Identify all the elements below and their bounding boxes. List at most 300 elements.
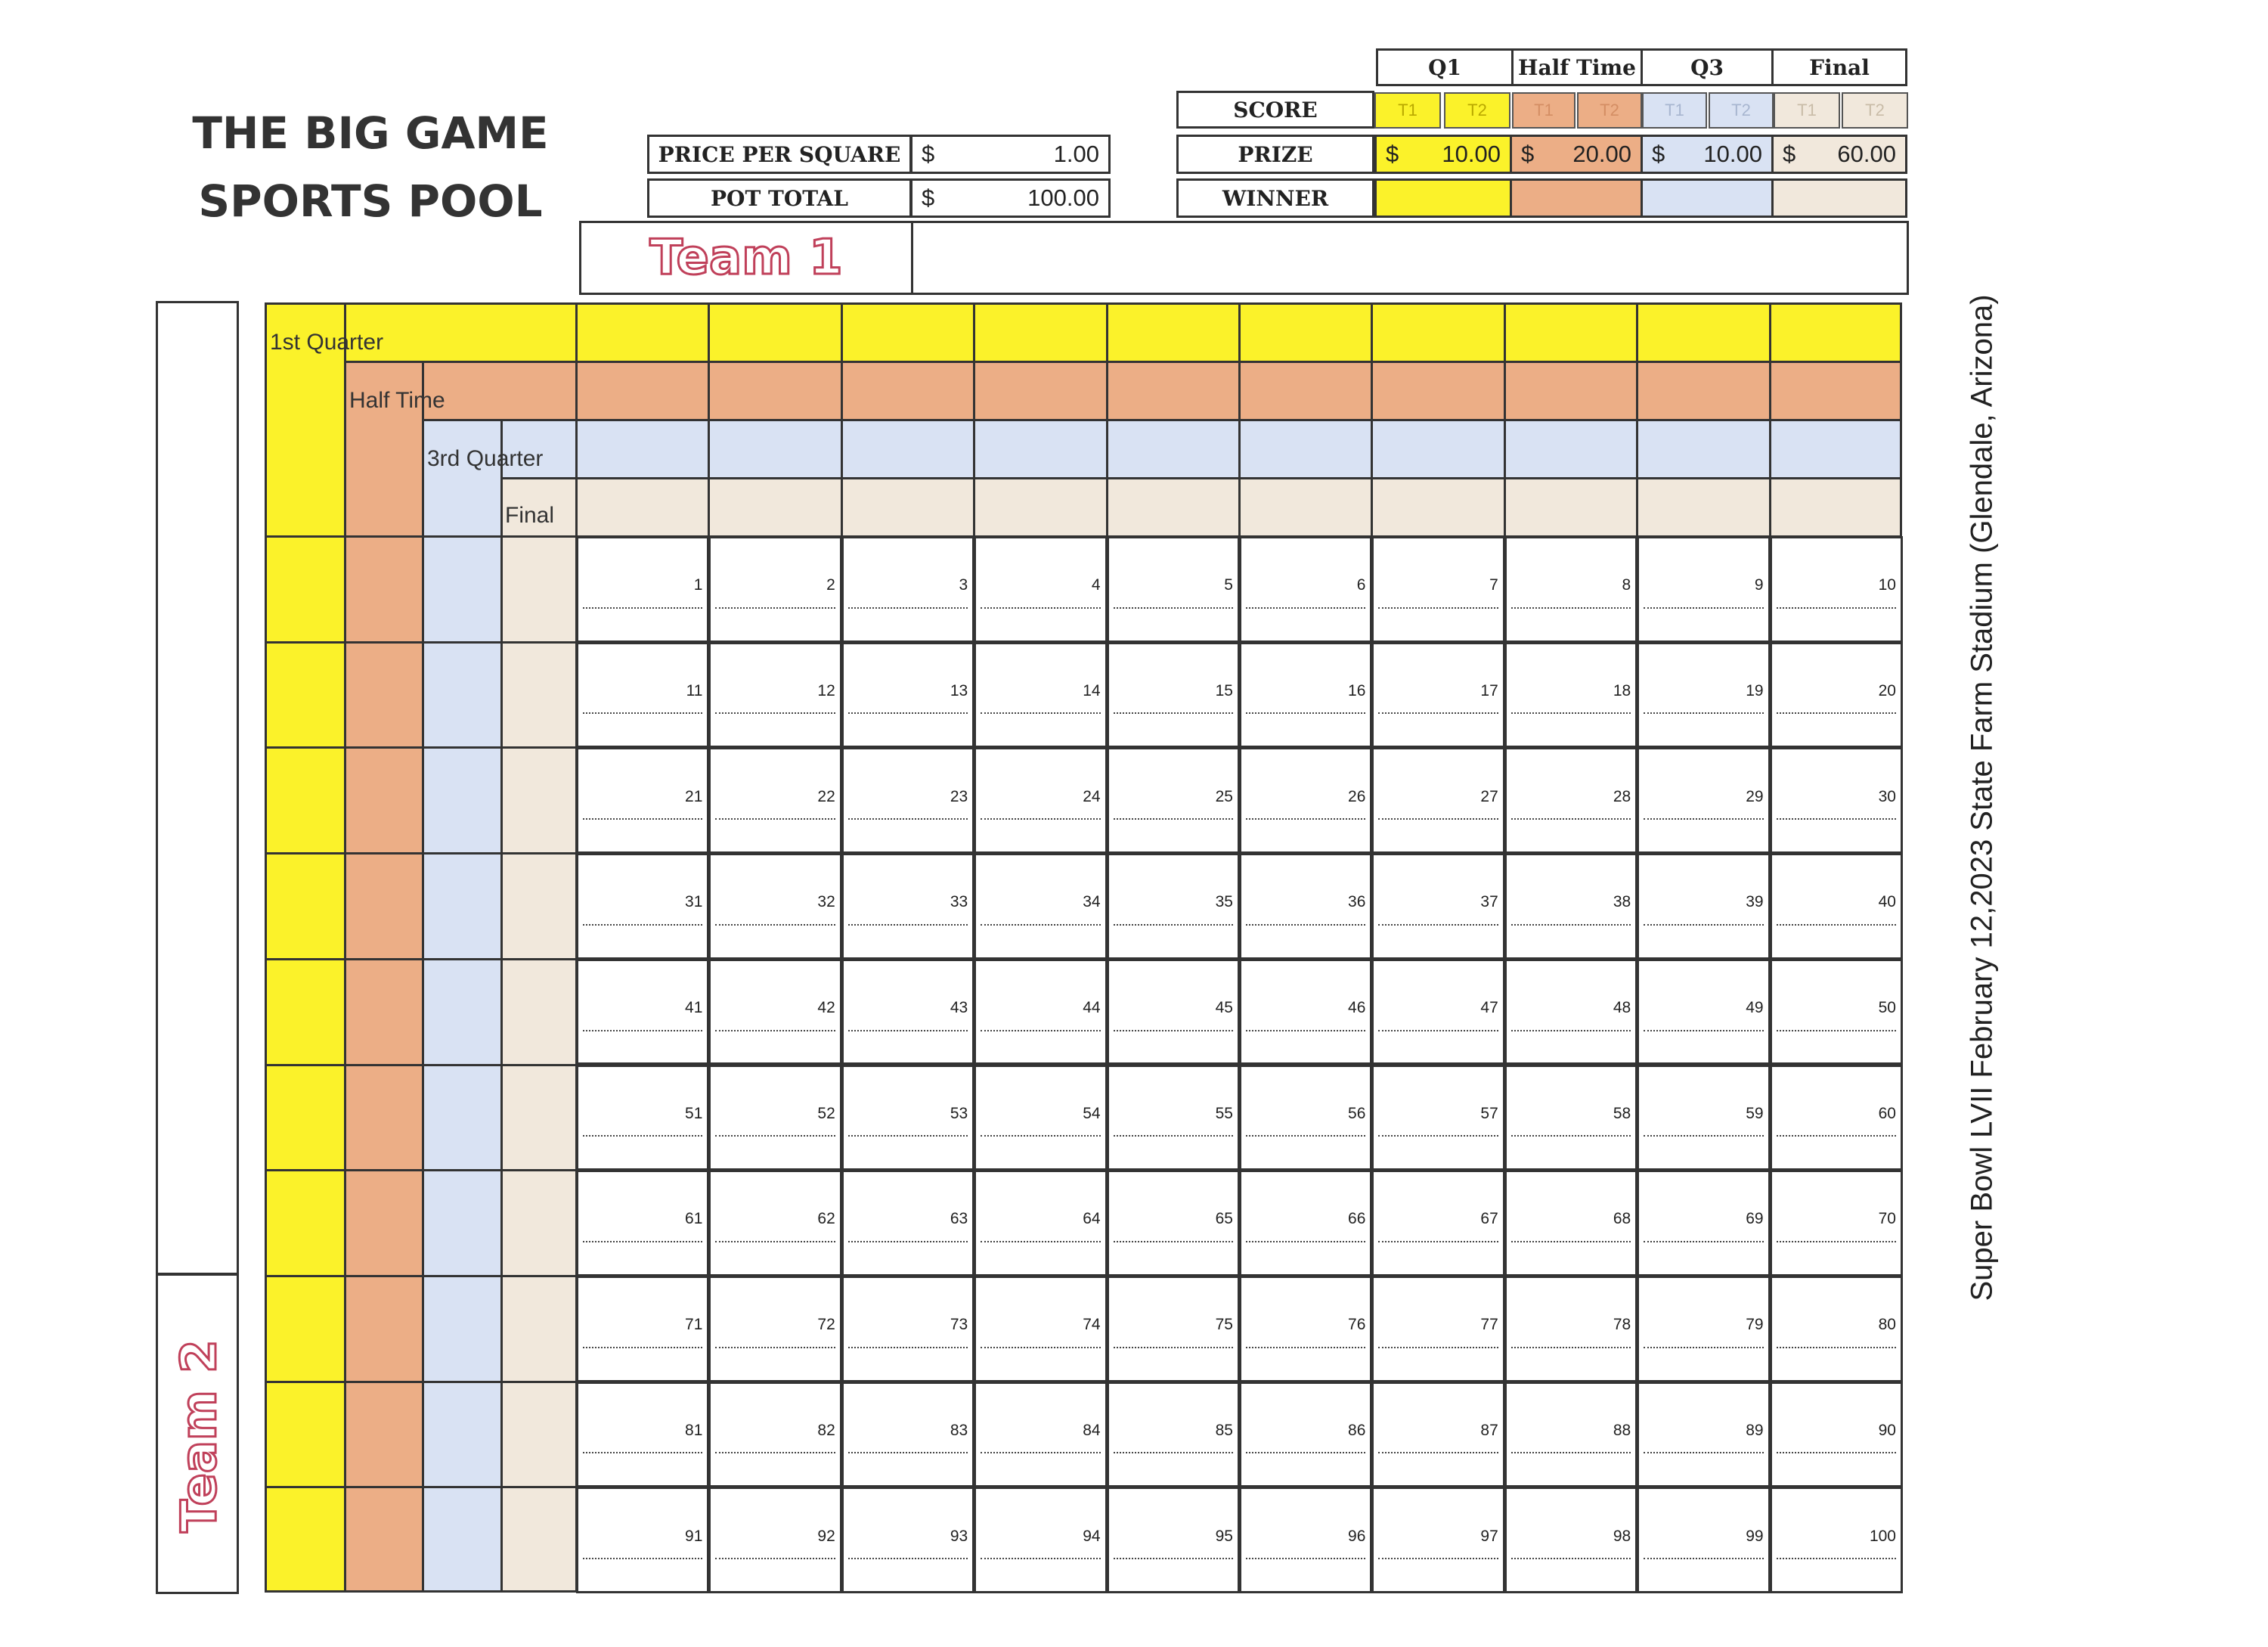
square-name-line [1114, 818, 1233, 820]
half-t1-score[interactable] [1512, 92, 1576, 129]
pool-square[interactable] [841, 536, 974, 643]
pool-title-line2: SPORTS POOL [198, 175, 543, 227]
square-number: 100 [1869, 1527, 1896, 1545]
pool-square[interactable] [1770, 1170, 1903, 1276]
square-name-line [1114, 1347, 1233, 1348]
pool-square[interactable] [974, 853, 1107, 960]
square-number: 56 [1348, 1104, 1366, 1122]
pool-square[interactable] [576, 536, 709, 643]
band-row-divider [265, 1486, 576, 1488]
square-name-line [848, 1558, 968, 1559]
square-name-line [1644, 607, 1763, 609]
q1-winner[interactable] [1374, 178, 1512, 218]
prize-label: PRIZE [1176, 135, 1374, 174]
pool-square[interactable] [1770, 1382, 1903, 1488]
square-number: 90 [1878, 1421, 1896, 1439]
team2-name-field[interactable] [156, 301, 239, 1275]
q1-prize [1374, 135, 1512, 174]
halftime-prize-amount: 20.00 [1572, 141, 1631, 167]
square-number: 99 [1746, 1527, 1764, 1545]
band-final-col [500, 477, 578, 1593]
square-number: 59 [1746, 1104, 1764, 1122]
square-name-line [1511, 607, 1631, 609]
square-number: 74 [1083, 1316, 1101, 1334]
square-number: 13 [950, 681, 968, 699]
square-number: 42 [817, 999, 835, 1017]
square-name-line [1246, 1241, 1365, 1242]
pool-square[interactable] [1504, 1170, 1637, 1276]
square-name-line [1378, 712, 1498, 714]
square-number: 49 [1746, 999, 1764, 1017]
square-number: 32 [817, 893, 835, 911]
pot-amount: 100.00 [1027, 185, 1099, 211]
pool-square[interactable] [1239, 536, 1372, 643]
band-label-final: Final [505, 503, 555, 528]
square-number: 16 [1348, 681, 1366, 699]
square-name-line [583, 1030, 702, 1031]
pool-square[interactable] [1504, 747, 1637, 854]
pool-square[interactable] [576, 1170, 709, 1276]
square-number: 3 [959, 576, 968, 594]
square-number: 57 [1480, 1104, 1498, 1122]
square-name-line [1777, 1030, 1896, 1031]
square-number: 85 [1215, 1421, 1233, 1439]
pool-square[interactable] [708, 747, 841, 854]
pool-square[interactable] [576, 642, 709, 749]
price-per-square-value[interactable] [910, 135, 1111, 174]
pool-square[interactable] [1637, 1276, 1770, 1382]
square-number: 95 [1215, 1527, 1233, 1545]
pool-square[interactable] [974, 1065, 1107, 1171]
pool-square[interactable] [1371, 1276, 1504, 1382]
pool-square[interactable] [708, 1065, 841, 1171]
square-name-line [1378, 1347, 1498, 1348]
score-label: SCORE [1176, 91, 1374, 129]
band-column-divider [841, 302, 843, 536]
square-name-line [1777, 818, 1896, 820]
square-name-line [1378, 1135, 1498, 1137]
pool-square[interactable] [974, 1276, 1107, 1382]
pool-square[interactable] [576, 1382, 709, 1488]
square-name-line [1114, 1135, 1233, 1137]
square-name-line [583, 712, 702, 714]
pool-square[interactable] [1504, 1487, 1637, 1593]
pool-square[interactable] [1770, 1487, 1903, 1593]
pool-square[interactable] [1371, 1382, 1504, 1488]
square-number: 23 [950, 787, 968, 805]
square-number: 38 [1613, 893, 1631, 911]
square-name-line [848, 1135, 968, 1137]
square-number: 11 [686, 681, 703, 699]
square-number: 48 [1613, 999, 1631, 1017]
price-per-square-label: PRICE PER SQUARE [647, 135, 912, 174]
square-number: 34 [1083, 893, 1101, 911]
square-number: 86 [1348, 1421, 1366, 1439]
pool-square[interactable] [1239, 747, 1372, 854]
pool-square[interactable] [576, 1065, 709, 1171]
q1-t1-score[interactable] [1374, 92, 1441, 129]
pool-square[interactable] [1637, 1065, 1770, 1171]
q1-t2-label: T2 [1467, 101, 1487, 119]
q1-header: Q1 [1376, 48, 1514, 86]
square-name-line [1777, 1558, 1896, 1559]
square-number: 93 [950, 1527, 968, 1545]
pool-square[interactable] [841, 1276, 974, 1382]
square-number: 19 [1746, 681, 1764, 699]
pool-square[interactable] [708, 642, 841, 749]
square-name-line [1644, 924, 1763, 926]
pool-square[interactable] [974, 536, 1107, 643]
pool-square[interactable] [1371, 1065, 1504, 1171]
square-number: 30 [1878, 787, 1896, 805]
pool-square[interactable] [1504, 536, 1637, 643]
q3-t1-score[interactable] [1642, 92, 1707, 129]
q1-prize-amount: 10.00 [1442, 141, 1501, 167]
square-name-line [1114, 1241, 1233, 1242]
final-prize-currency: $ [1783, 141, 1796, 167]
square-number: 9 [1754, 576, 1764, 594]
final-header: Final [1771, 48, 1907, 86]
square-name-line [1511, 1452, 1631, 1453]
square-number: 18 [1613, 681, 1631, 699]
square-number: 75 [1215, 1316, 1233, 1334]
square-name-line [715, 607, 835, 609]
square-name-line [1114, 1452, 1233, 1453]
square-name-line [981, 1558, 1100, 1559]
square-number: 65 [1215, 1210, 1233, 1228]
square-name-line [1644, 1347, 1763, 1348]
square-name-line [715, 1558, 835, 1559]
pool-square[interactable] [576, 853, 709, 960]
pool-square[interactable] [1637, 1382, 1770, 1488]
square-number: 91 [685, 1527, 703, 1545]
square-name-line [1378, 1030, 1498, 1031]
pool-square[interactable] [1504, 1382, 1637, 1488]
square-number: 4 [1091, 576, 1101, 594]
square-number: 98 [1613, 1527, 1631, 1545]
square-number: 94 [1083, 1527, 1101, 1545]
pool-square[interactable] [974, 747, 1107, 854]
team1-label: Team 1 [649, 230, 843, 286]
square-name-line [981, 818, 1100, 820]
pool-square[interactable] [1239, 853, 1372, 960]
pool-square[interactable] [1371, 642, 1504, 749]
pool-square[interactable] [1239, 642, 1372, 749]
team1-name-field[interactable] [911, 221, 1909, 295]
square-number: 25 [1215, 787, 1233, 805]
pool-square[interactable] [841, 1382, 974, 1488]
pool-square[interactable] [974, 959, 1107, 1065]
pool-square[interactable] [1637, 959, 1770, 1065]
square-number: 51 [685, 1104, 703, 1122]
square-name-line [1777, 712, 1896, 714]
pool-square[interactable] [1770, 1276, 1903, 1382]
pool-square[interactable] [841, 642, 974, 749]
band-column-divider [708, 302, 710, 536]
pool-square[interactable] [1107, 642, 1240, 749]
halftime-winner[interactable] [1510, 178, 1643, 218]
square-number: 97 [1480, 1527, 1498, 1545]
pool-square[interactable] [1770, 536, 1903, 643]
pool-square[interactable] [1637, 1170, 1770, 1276]
square-name-line [1644, 1135, 1763, 1137]
pool-square[interactable] [841, 853, 974, 960]
square-name-line [1246, 1347, 1365, 1348]
square-number: 96 [1348, 1527, 1366, 1545]
pool-square[interactable] [1504, 1276, 1637, 1382]
band-row-divider [265, 1169, 576, 1171]
pool-square[interactable] [576, 1276, 709, 1382]
square-name-line [1114, 1030, 1233, 1031]
pool-square[interactable] [1239, 1276, 1372, 1382]
pool-square[interactable] [1770, 853, 1903, 960]
band-column-divider [1636, 302, 1638, 536]
pool-square[interactable] [1770, 1065, 1903, 1171]
band-q3-col [422, 419, 503, 1593]
square-number: 17 [1480, 681, 1498, 699]
square-number: 26 [1348, 787, 1366, 805]
pot-total-value[interactable] [910, 178, 1111, 218]
final-prize [1771, 135, 1907, 174]
pool-square[interactable] [974, 642, 1107, 749]
square-name-line [1777, 607, 1896, 609]
pool-square[interactable] [1770, 747, 1903, 854]
square-name-line [1378, 607, 1498, 609]
pool-square[interactable] [1371, 1170, 1504, 1276]
pool-square[interactable] [1107, 959, 1240, 1065]
square-number: 71 [685, 1316, 703, 1334]
half-t2-score[interactable] [1577, 92, 1642, 129]
square-number: 54 [1083, 1104, 1101, 1122]
pool-square[interactable] [1770, 959, 1903, 1065]
pool-square[interactable] [708, 1170, 841, 1276]
square-number: 50 [1878, 999, 1896, 1017]
pool-square[interactable] [1239, 1487, 1372, 1593]
pool-square[interactable] [576, 959, 709, 1065]
square-number: 60 [1878, 1104, 1896, 1122]
square-number: 31 [685, 893, 703, 911]
square-name-line [1246, 818, 1365, 820]
pool-square[interactable] [1107, 1382, 1240, 1488]
square-number: 35 [1215, 893, 1233, 911]
pool-square[interactable] [576, 1487, 709, 1593]
square-number: 63 [950, 1210, 968, 1228]
band-row-divider [265, 1381, 576, 1383]
pool-square[interactable] [576, 747, 709, 854]
square-number: 36 [1348, 893, 1366, 911]
pool-square[interactable] [1239, 959, 1372, 1065]
final-winner[interactable] [1771, 178, 1907, 218]
band-label-q1: 1st Quarter [270, 330, 384, 355]
band-label-half: Half Time [349, 388, 445, 413]
pool-square[interactable] [1107, 1170, 1240, 1276]
square-name-line [1644, 818, 1763, 820]
pool-square[interactable] [1239, 1382, 1372, 1488]
square-number: 21 [685, 787, 703, 805]
square-number: 20 [1878, 681, 1896, 699]
final-t2-score[interactable] [1842, 92, 1908, 129]
square-name-line [1511, 1558, 1631, 1559]
square-number: 41 [685, 999, 703, 1017]
pool-square[interactable] [708, 1382, 841, 1488]
pool-square[interactable] [841, 1487, 974, 1593]
square-number: 82 [817, 1421, 835, 1439]
square-name-line [1246, 924, 1365, 926]
square-number: 77 [1480, 1316, 1498, 1334]
band-row-divider [265, 1064, 576, 1066]
square-name-line [715, 1241, 835, 1242]
pool-square[interactable] [708, 959, 841, 1065]
square-name-line [1378, 1558, 1498, 1559]
pool-square[interactable] [1107, 1065, 1240, 1171]
square-number: 62 [817, 1210, 835, 1228]
band-column-divider [1238, 302, 1241, 536]
pool-square[interactable] [841, 1065, 974, 1171]
square-number: 68 [1613, 1210, 1631, 1228]
band-q1-row [265, 302, 1902, 363]
square-name-line [583, 607, 702, 609]
square-number: 6 [1356, 576, 1366, 594]
band-q3-row [422, 419, 1902, 479]
winner-label: WINNER [1176, 178, 1374, 218]
event-info-text: Super Bowl LVII February 12,2023 State Farm Stadium (Glendale, Arizona) [1965, 294, 1999, 1301]
square-name-line [1378, 924, 1498, 926]
q3-winner[interactable] [1641, 178, 1774, 218]
final-t2-label: T2 [1865, 101, 1885, 119]
square-name-line [1777, 924, 1896, 926]
band-column-divider [1106, 302, 1108, 536]
pool-square[interactable] [1107, 1487, 1240, 1593]
pool-square[interactable] [1770, 642, 1903, 749]
price-currency: $ [922, 141, 935, 167]
pool-square[interactable] [841, 1170, 974, 1276]
q3-t2-label: T2 [1731, 101, 1751, 119]
pool-title-line1: THE BIG GAME [192, 107, 549, 159]
square-name-line [1114, 607, 1233, 609]
square-name-line [1246, 1030, 1365, 1031]
band-column-divider [1769, 302, 1771, 536]
pool-square[interactable] [841, 747, 974, 854]
team2-label: Team 2 [172, 1339, 228, 1533]
pool-square[interactable] [1637, 853, 1770, 960]
square-name-line [1246, 1452, 1365, 1453]
square-name-line [1644, 712, 1763, 714]
square-name-line [1246, 1558, 1365, 1559]
square-name-line [1777, 1347, 1896, 1348]
pool-square[interactable] [708, 853, 841, 960]
final-t1-score[interactable] [1774, 92, 1840, 129]
q1-t1-label: T1 [1398, 101, 1418, 119]
pool-square[interactable] [1637, 536, 1770, 643]
square-number: 7 [1489, 576, 1498, 594]
square-name-line [848, 1347, 968, 1348]
q3-t1-label: T1 [1665, 101, 1684, 119]
pool-square[interactable] [1107, 747, 1240, 854]
pool-square[interactable] [1504, 642, 1637, 749]
pool-square[interactable] [1107, 853, 1240, 960]
pool-square[interactable] [1371, 853, 1504, 960]
square-number: 58 [1613, 1104, 1631, 1122]
square-name-line [1114, 924, 1233, 926]
band-row-divider [265, 535, 576, 538]
band-row-divider [265, 852, 576, 855]
pool-square[interactable] [1504, 1065, 1637, 1171]
square-name-line [981, 1452, 1100, 1453]
pool-square[interactable] [1107, 536, 1240, 643]
band-row-divider [265, 746, 576, 749]
square-number: 22 [817, 787, 835, 805]
square-name-line [1777, 1135, 1896, 1137]
pool-square[interactable] [1637, 1487, 1770, 1593]
square-name-line [848, 818, 968, 820]
pool-square[interactable] [1637, 747, 1770, 854]
square-number: 89 [1746, 1421, 1764, 1439]
q3-t2-score[interactable] [1709, 92, 1774, 129]
pool-square[interactable] [1107, 1276, 1240, 1382]
band-q1-col [265, 302, 346, 1593]
square-name-line [1511, 1347, 1631, 1348]
pool-square[interactable] [974, 1487, 1107, 1593]
square-number: 73 [950, 1316, 968, 1334]
square-number: 55 [1215, 1104, 1233, 1122]
band-row-divider [265, 1275, 576, 1277]
pool-square[interactable] [1371, 536, 1504, 643]
pool-square[interactable] [708, 536, 841, 643]
square-number: 88 [1613, 1421, 1631, 1439]
band-label-q3: 3rd Quarter [427, 446, 544, 471]
square-name-line [1378, 1452, 1498, 1453]
square-name-line [1511, 712, 1631, 714]
square-number: 10 [1878, 576, 1896, 594]
pool-square[interactable] [974, 1170, 1107, 1276]
pool-square[interactable] [1371, 747, 1504, 854]
square-name-line [848, 712, 968, 714]
pool-square[interactable] [974, 1382, 1107, 1488]
square-name-line [848, 924, 968, 926]
square-number: 39 [1746, 893, 1764, 911]
square-number: 83 [950, 1421, 968, 1439]
square-name-line [715, 712, 835, 714]
halftime-header: Half Time [1511, 48, 1643, 86]
pool-square[interactable] [1239, 1170, 1372, 1276]
square-name-line [1511, 924, 1631, 926]
pool-square[interactable] [1504, 853, 1637, 960]
final-t1-label: T1 [1797, 101, 1817, 119]
pool-square[interactable] [1239, 1065, 1372, 1171]
pot-total-label: POT TOTAL [647, 178, 912, 218]
pool-square[interactable] [708, 1276, 841, 1382]
pool-square[interactable] [841, 959, 974, 1065]
pool-square[interactable] [1371, 1487, 1504, 1593]
square-number: 67 [1480, 1210, 1498, 1228]
pool-square[interactable] [1504, 959, 1637, 1065]
band-column-divider [1371, 302, 1373, 536]
square-number: 29 [1746, 787, 1764, 805]
square-number: 37 [1480, 893, 1498, 911]
halftime-prize-currency: $ [1521, 141, 1535, 167]
band-final-row [500, 477, 1902, 538]
square-name-line [981, 1241, 1100, 1242]
square-name-line [1246, 607, 1365, 609]
band-column-divider [1504, 302, 1506, 536]
pool-square[interactable] [1637, 642, 1770, 749]
square-name-line [583, 818, 702, 820]
square-number: 81 [685, 1421, 703, 1439]
pool-square[interactable] [708, 1487, 841, 1593]
square-name-line [715, 924, 835, 926]
pool-square[interactable] [1371, 959, 1504, 1065]
q1-t2-score[interactable] [1444, 92, 1510, 129]
